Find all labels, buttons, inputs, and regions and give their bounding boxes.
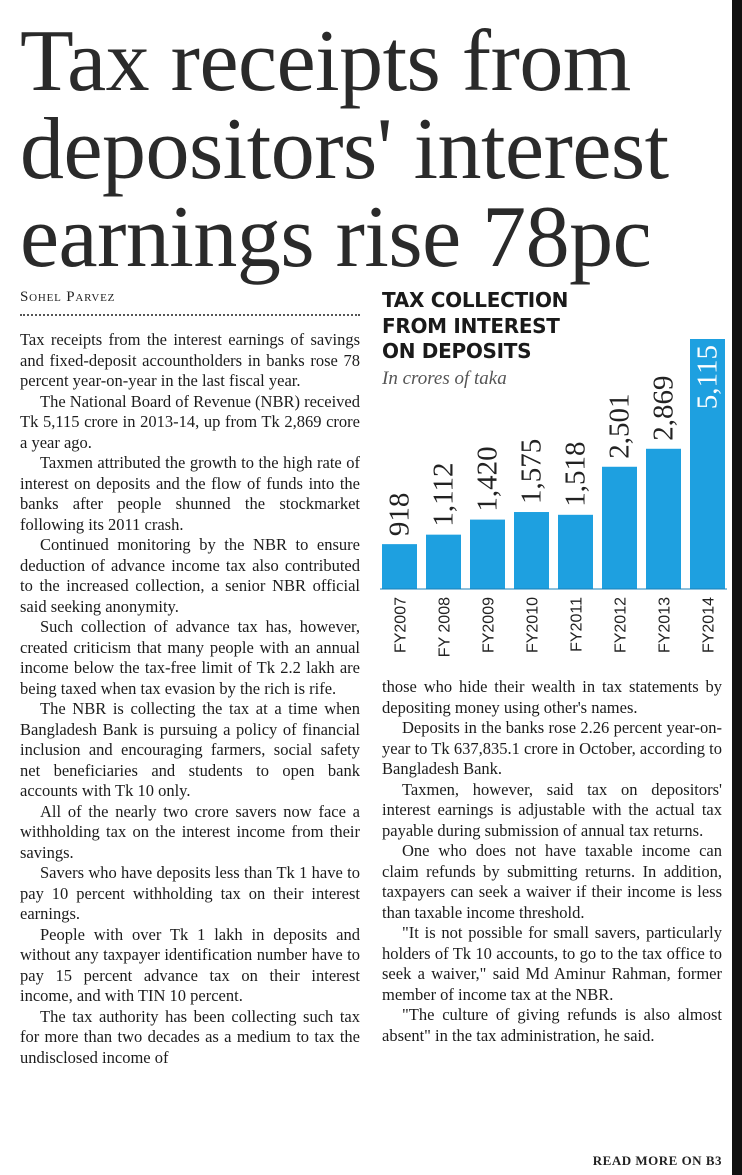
chart-title-line-3: ON DEPOSITS <box>382 339 532 363</box>
chart-title-line-1: TAX COLLECTION <box>382 288 569 312</box>
bar-value-label: 5,115 <box>691 345 724 410</box>
bar-value-label: 1,112 <box>427 462 460 527</box>
category-label: FY 2008 <box>436 597 454 658</box>
byline-divider <box>20 314 360 316</box>
paragraph: People with over Tk 1 lakh in deposits and without any taxpayer identification number have to pay 15 percent advance tax on their interest income, and with TIN 10 percent. <box>20 924 360 1005</box>
category-label: FY2010 <box>524 597 542 654</box>
headline-line-3: earnings rise 78pc <box>20 189 652 286</box>
paragraph: All of the nearly two crore savers now face a withholding tax on the interest income from their savings. <box>20 801 360 862</box>
bar-value-label: 1,575 <box>515 438 548 505</box>
paragraph: Continued monitoring by the NBR to ensure deduction of advance income tax also contributed to the increased collection, a senior NBR official said seeking anonymity. <box>20 535 360 616</box>
bar-value-label: 1,518 <box>559 441 592 507</box>
page-edge <box>732 0 742 1175</box>
paragraph: The tax authority has been collecting such tax for more than two decades as a medium to tax the undisclosed income of <box>20 1006 360 1067</box>
bar-fy2008 <box>426 535 461 589</box>
paragraph: Taxmen, however, said tax on depositors' interest earnings is adjustable with the actual tax payable during submission of annual tax returns. <box>382 779 722 840</box>
headline-line-2: depositors' interest <box>20 101 669 198</box>
article-column-2 <box>382 677 722 1046</box>
read-more-link[interactable]: READ MORE ON B3 <box>592 1153 722 1168</box>
bar-value-label: 918 <box>383 492 416 537</box>
bar-value-label: 1,420 <box>471 446 504 512</box>
paragraph: One who does not have taxable income can claim refunds by submitting returns. In addition, taxpayers can seek a waiver if their income is less than taxable income threshold. <box>382 841 722 922</box>
category-label: FY2013 <box>656 597 674 654</box>
bar-fy2013 <box>646 449 681 589</box>
bar-fy2011 <box>558 515 593 589</box>
paragraph: "The culture of giving refunds is also almost absent" in the tax administration, he said. <box>382 1005 722 1045</box>
paragraph: The National Board of Revenue (NBR) received Tk 5,115 crore in 2013-14, up from Tk 2,869 crore a year ago. <box>20 391 360 452</box>
headline <box>20 13 732 286</box>
article-column-1 <box>20 330 360 1068</box>
bar-fy2007 <box>382 544 417 589</box>
tax-collection-bar-chart <box>370 320 730 670</box>
paragraph: Tax receipts from the interest earnings of savings and fixed-deposit accountholders in banks rose 78 percent year-on-year in the last fiscal year. <box>20 330 360 390</box>
chart-subtitle: In crores of taka <box>382 368 507 389</box>
bar-value-label: 2,869 <box>647 375 680 441</box>
category-label: FY2007 <box>392 597 410 654</box>
category-label: FY2014 <box>700 597 718 654</box>
bar-fy2012 <box>602 467 637 589</box>
bar-fy2009 <box>470 520 505 589</box>
chart-title-line-2: FROM INTEREST <box>382 313 560 338</box>
bar-fy2010 <box>514 512 549 589</box>
paragraph: Savers who have deposits less than Tk 1 have to pay 10 percent withholding tax on their interest earnings. <box>20 863 360 923</box>
byline: Sohel Parvez <box>20 289 116 305</box>
paragraph: those who hide their wealth in tax statements by depositing money using other's names. <box>382 677 722 717</box>
paragraph: Taxmen attributed the growth to the high rate of interest on deposits and the flow of funds into the banks after people shunned the stockmarket following its 2011 crash. <box>20 453 360 534</box>
category-label: FY2011 <box>568 597 586 652</box>
category-label: FY2009 <box>480 597 498 654</box>
paragraph: "It is not possible for small savers, particularly holders of Tk 10 accounts, to go to the tax office to seek a waiver," said Md Aminur Rahman, former member of income tax at the NBR. <box>382 923 722 1004</box>
headline-line-1: Tax receipts from <box>20 13 631 110</box>
paragraph: Deposits in the banks rose 2.26 percent year-on-year to Tk 637,835.1 crore in October, according to Bangladesh Bank. <box>382 718 722 778</box>
category-label: FY2012 <box>612 597 630 654</box>
paragraph: The NBR is collecting the tax at a time when Bangladesh Bank is pursuing a policy of financial inclusion and encouraging farmers, social safety net beneficiaries and students to open bank accounts with Tk 10 only. <box>20 699 360 800</box>
bar-value-label: 2,501 <box>603 393 636 459</box>
paragraph: Such collection of advance tax has, however, created criticism that many people with an annual income below the tax-free limit of Tk 2.2 lakh are being taxed when tax evasion by the rich is rife. <box>20 617 360 698</box>
